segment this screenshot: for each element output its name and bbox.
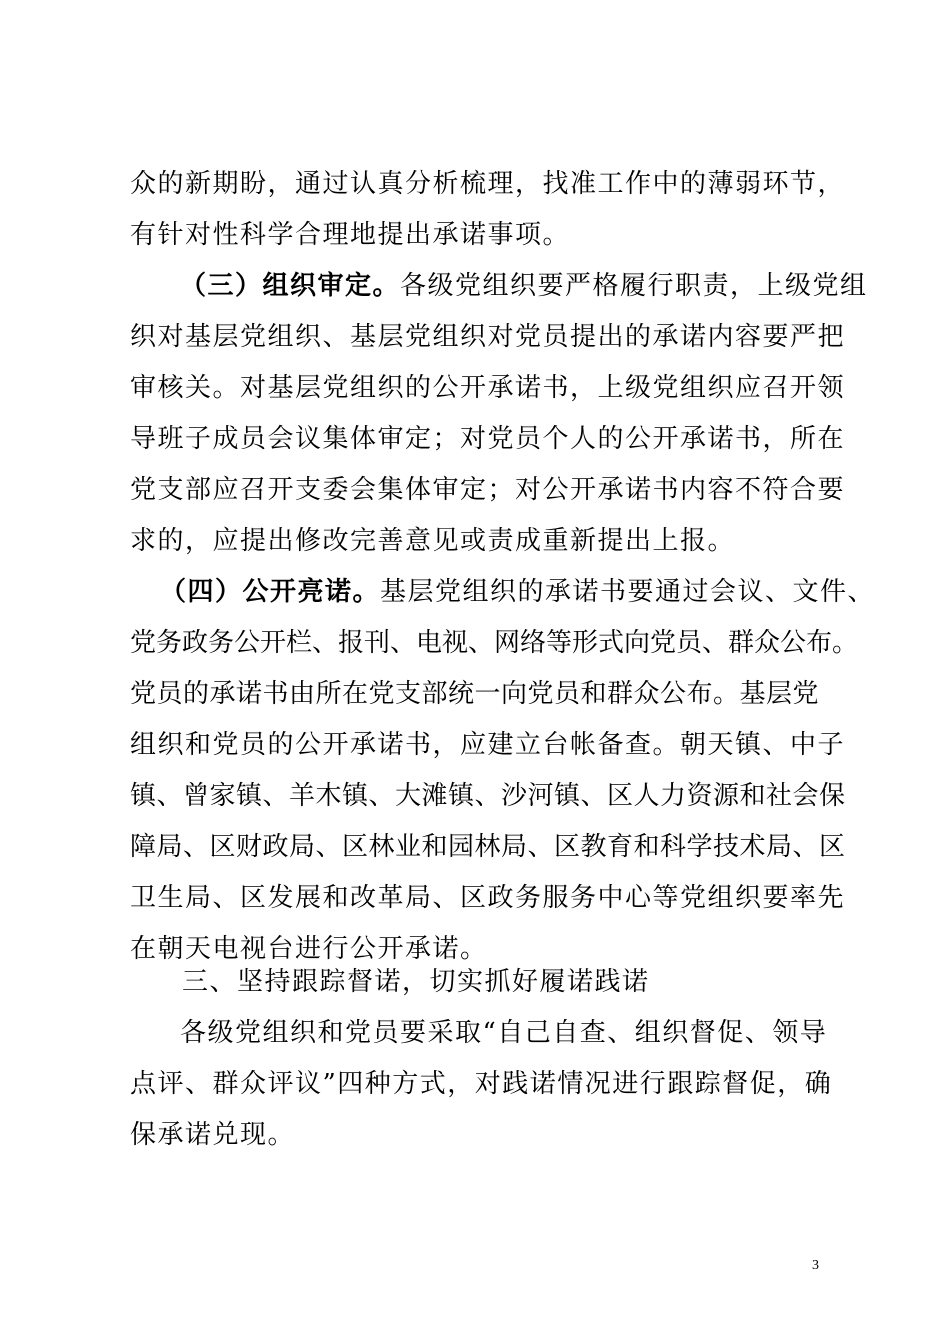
paragraph-first-line: 各级党组织和党员要采取“自己自查、组织督促、领导 bbox=[180, 1018, 828, 1048]
paragraph-line: 织对基层党组织、基层党组织对党员提出的承诺内容要严把 bbox=[130, 322, 846, 352]
paragraph-line: 众的新期盼，通过认真分析梳理，找准工作中的薄弱环节， bbox=[130, 169, 846, 199]
paragraph-line: 卫生局、区发展和改革局、区政务服务中心等党组织要率先 bbox=[130, 883, 846, 913]
page-number: 3 bbox=[812, 1258, 819, 1273]
section-heading: 三、坚持跟踪督诺，切实抓好履诺践诺 bbox=[182, 967, 650, 997]
paragraph-line: 有针对性科学合理地提出承诺事项。 bbox=[130, 220, 571, 250]
paragraph-line: 党支部应召开支委会集体审定；对公开承诺书内容不符合要 bbox=[130, 475, 846, 505]
paragraph-line: 保承诺兑现。 bbox=[130, 1120, 296, 1150]
paragraph-line: 在朝天电视台进行公开承诺。 bbox=[130, 934, 488, 964]
paragraph-line: 求的，应提出修改完善意见或责成重新提出上报。 bbox=[130, 526, 736, 556]
paragraph-line: 镇、曾家镇、羊木镇、大滩镇、沙河镇、区人力资源和社会保 bbox=[130, 781, 846, 811]
subheading-public-promise: （四）公开亮诺。 bbox=[160, 577, 381, 607]
paragraph-line: 组织和党员的公开承诺书，应建立台帐备查。朝天镇、中子 bbox=[130, 730, 846, 760]
paragraph-line: 导班子成员会议集体审定；对党员个人的公开承诺书，所在 bbox=[130, 424, 846, 454]
paragraph-line: 审核关。对基层党组织的公开承诺书，上级党组织应召开领 bbox=[130, 373, 846, 403]
paragraph-text: 基层党组织的承诺书要通过会议、文件、 bbox=[380, 577, 876, 607]
paragraph-first-line bbox=[180, 266, 868, 306]
paragraph-line: 党员的承诺书由所在党支部统一向党员和群众公布。基层党 bbox=[130, 679, 820, 709]
paragraph-text: 各级党组织要严格履行职责，上级党组 bbox=[400, 271, 868, 301]
paragraph-line: 障局、区财政局、区林业和园林局、区教育和科学技术局、区 bbox=[130, 832, 846, 862]
paragraph-first-line bbox=[160, 572, 876, 612]
subheading-organize-review: （三）组织审定。 bbox=[180, 271, 401, 301]
paragraph-line: 点评、群众评议”四种方式，对践诺情况进行跟踪督促，确 bbox=[130, 1069, 833, 1099]
paragraph-line: 党务政务公开栏、报刊、电视、网络等形式向党员、群众公布。 bbox=[130, 628, 859, 658]
